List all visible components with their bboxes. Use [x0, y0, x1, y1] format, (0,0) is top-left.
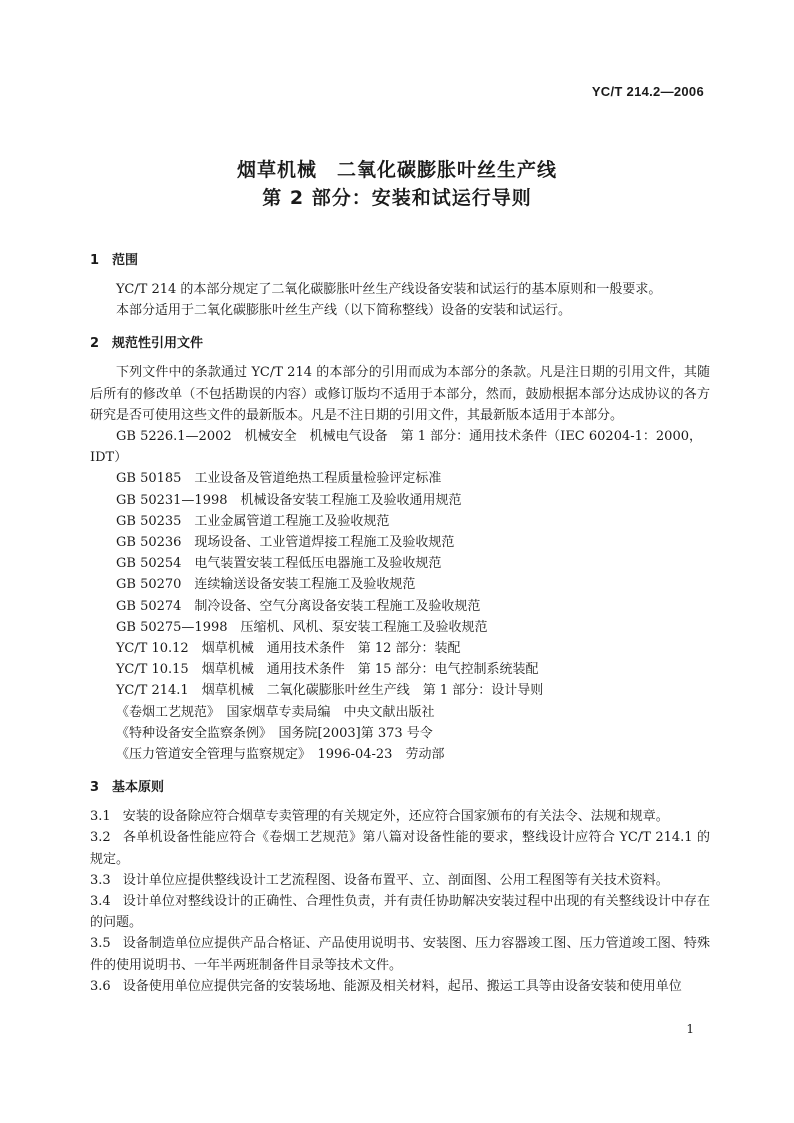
clause-number: 3.1 — [90, 809, 111, 825]
clause-number: 3.5 — [90, 936, 111, 952]
clause-text: 各单机设备性能应符合《卷烟工艺规范》第八篇对设备性能的要求，整线设计应符合 YC/T 214.1 的规定。 — [90, 830, 710, 867]
paragraph: 下列文件中的条款通过 YC/T 214 的本部分的引用而成为本部分的条款。凡是注日期的引用文件，其随后所有的修改单（不包括勘误的内容）或修订版均不适用于本部分，然而，鼓励根据本部分达成协议的各方研究是否可使用这些文件的最新版本。凡是不注日期的引用文件，其最新版本适用于本部分。 — [90, 365, 710, 423]
reference-item: GB 50231—1998 机械设备安装工程施工及验收通用规范 — [116, 492, 462, 508]
clause — [90, 933, 710, 975]
clause-number: 3.4 — [90, 894, 111, 910]
section-3-heading — [90, 777, 710, 798]
section-number: 1 — [90, 253, 100, 268]
section-2-heading — [90, 333, 710, 354]
reference-item: YC/T 10.15 烟草机械 通用技术条件 第 15 部分：电气控制系统装配 — [116, 662, 539, 678]
reference-item: 《压力管道安全管理与监察规定》 1996-04-23 劳动部 — [116, 747, 445, 763]
page-number: 1 — [686, 1022, 694, 1036]
reference-item: 《特种设备安全监察条例》 国务院[2003]第 373 号令 — [116, 725, 433, 741]
reference-item: YC/T 214.1 烟草机械 二氧化碳膨胀叶丝生产线 第 1 部分：设计导则 — [116, 683, 544, 699]
reference-item: GB 50235 工业金属管道工程施工及验收规范 — [116, 513, 390, 529]
section-title: 基本原则 — [112, 780, 165, 796]
clause-number: 3.2 — [90, 830, 111, 846]
clause-text: 安装的设备除应符合烟草专卖管理的有关规定外，还应符合国家颁布的有关法令、法规和规章。 — [122, 809, 669, 825]
reference-item: GB 50274 制冷设备、空气分离设备安装工程施工及验收规范 — [116, 598, 481, 614]
section-number: 3 — [90, 780, 100, 796]
reference-item: GB 50254 电气装置安装工程低压电器施工及验收规范 — [116, 556, 442, 572]
reference-item: GB 50185 工业设备及管道绝热工程质量检验评定标准 — [116, 471, 442, 487]
clause — [90, 891, 710, 933]
paragraph: YC/T 214 的本部分规定了二氧化碳膨胀叶丝生产线设备安装和试运行的基本原则和一般要求。 — [116, 282, 662, 297]
section-title: 范围 — [112, 253, 139, 268]
clause — [90, 976, 710, 997]
paragraph: 本部分适用于二氧化碳膨胀叶丝生产线（以下简称整线）设备的安装和试运行。 — [116, 303, 572, 319]
clause-text: 设备使用单位应提供完备的安装场地、能源及相关材料，起吊、搬运工具等由设备安装和使用单位 — [122, 978, 682, 994]
clause-number: 3.3 — [90, 872, 111, 888]
reference-item: GB 50236 现场设备、工业管道焊接工程施工及验收规范 — [116, 535, 455, 551]
reference-item: GB 50270 连续输送设备安装工程施工及验收规范 — [116, 577, 416, 593]
section-number: 2 — [90, 336, 100, 352]
clause — [90, 806, 710, 827]
reference-item: YC/T 10.12 烟草机械 通用技术条件 第 12 部分：装配 — [116, 641, 461, 657]
document-body — [90, 250, 710, 997]
clause-text: 设计单位应提供整线设计工艺流程图、设备布置平、立、剖面图、公用工程图等有关技术资料。 — [122, 872, 669, 888]
clause-number: 3.6 — [90, 978, 111, 994]
reference-item — [90, 426, 710, 468]
reference-item: 《卷烟工艺规范》 国家烟草专卖局编 中央文献出版社 — [116, 704, 435, 720]
reference-text: GB 5226.1—2002 机械安全 机械电气设备 第 1 部分：通用技术条件（IEC 60204-1：2000， — [116, 429, 702, 445]
clause-text: 设计单位对整线设计的正确性、合理性负责，并有责任协助解决安装过程中出现的有关整线设计中存在的问题。 — [90, 894, 710, 931]
section-1-heading — [90, 250, 710, 271]
document-title-line1: 烟草机械 二氧化碳膨胀叶丝生产线 — [236, 159, 557, 181]
section-title: 规范性引用文件 — [112, 336, 204, 352]
clause-text: 设备制造单位应提供产品合格证、产品使用说明书、安装图、压力容器竣工图、压力管道竣工图、特殊件的使用说明书、一年半两班制备件目录等技术文件。 — [90, 936, 710, 973]
standard-code: YC/T 214.2—2006 — [591, 84, 704, 99]
reference-item: GB 50275—1998 压缩机、风机、泵安装工程施工及验收规范 — [116, 619, 488, 635]
document-title-line2: 第 2 部分：安装和试运行导则 — [262, 187, 532, 209]
clause — [90, 827, 710, 869]
reference-text-continued: IDT） — [90, 450, 128, 466]
clause — [90, 870, 710, 891]
